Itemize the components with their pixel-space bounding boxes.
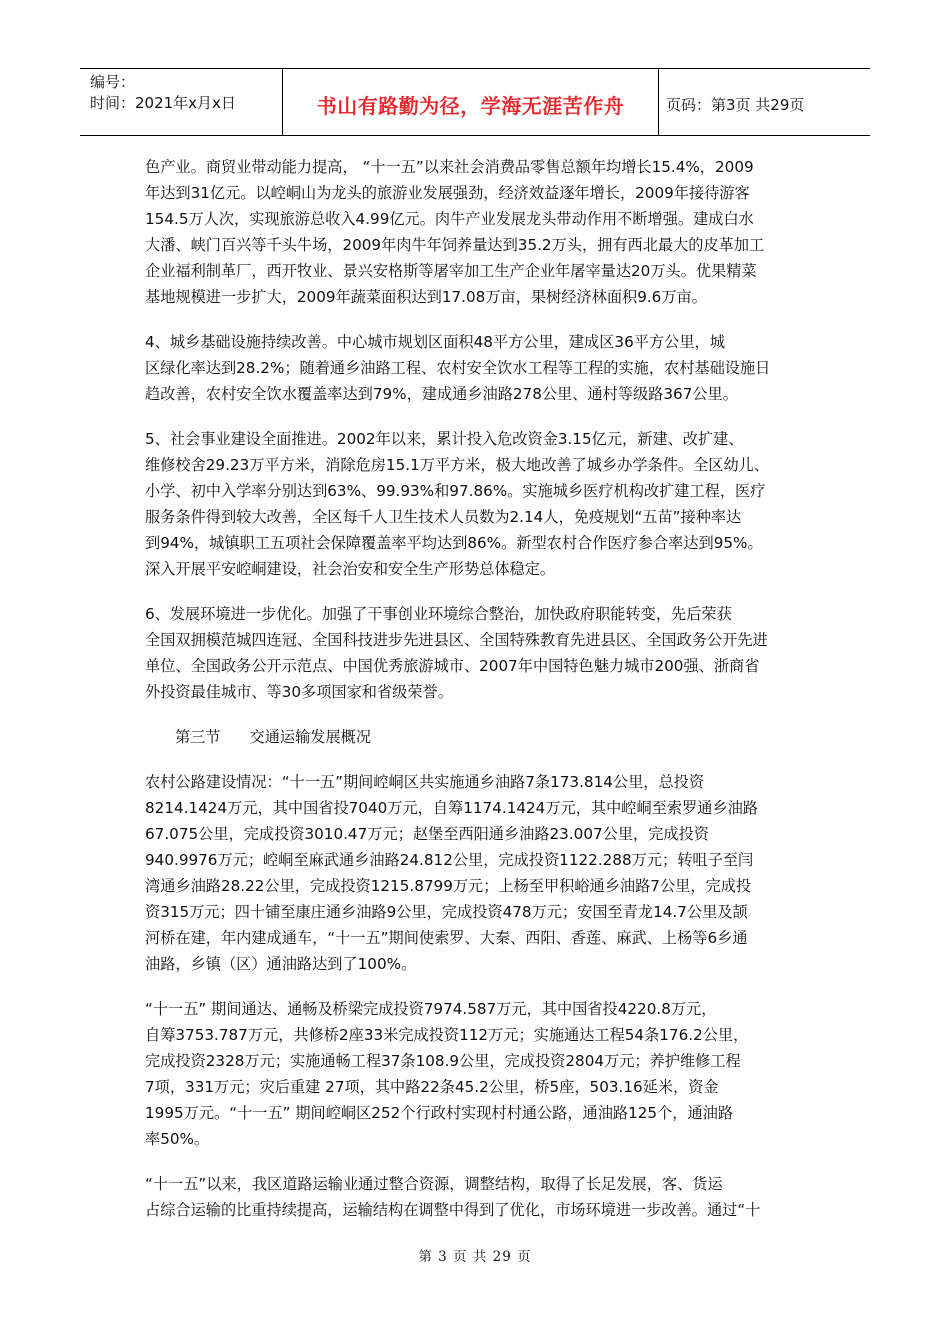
paragraph-line: 6、发展环境进一步优化。加强了干事创业环境综合整治，加快政府职能转变，先后荣获 bbox=[145, 605, 732, 623]
paragraph-line: 4、城乡基础设施持续改善。中心城市规划区面积48平方公里，建成区36平方公里，城 bbox=[145, 333, 725, 351]
paragraph-line: 占综合运输的比重持续提高，运输结构在调整中得到了优化，市场环境进一步改善。通过“十 bbox=[145, 1201, 761, 1219]
paragraph-line: 河桥在建，年内建成通车，“十一五”期间使索罗、大秦、西阳、香莲、麻武、上杨等6乡通 bbox=[145, 929, 748, 947]
paragraph-line: 服务条件得到较大改善，全区每千人卫生技术人员数为2.14人，免疫规划“五苗”接种率达 bbox=[145, 508, 742, 526]
paragraph-line: 率50%。 bbox=[145, 1130, 210, 1148]
paragraph-line: 深入开展平安崆峒建设，社会治安和安全生产形势总体稳定。 bbox=[145, 560, 556, 578]
document-body bbox=[145, 154, 813, 1242]
paragraph-line: 67.075公里，完成投资3010.47万元；赵堡至西阳通乡油路23.007公里，完成投资 bbox=[145, 825, 709, 843]
page-footer: 第 3 页 共 29 页 bbox=[418, 1249, 532, 1265]
paragraph-line: 到94%，城镇职工五项社会保障覆盖率平均达到86%。新型农村合作医疗参合率达到95%。 bbox=[145, 534, 763, 552]
body-paragraph bbox=[145, 769, 813, 977]
document-date-label: 时间：2021年x月x日 bbox=[90, 94, 236, 112]
paragraph-line: 单位、全国政务公开示范点、中国优秀旅游城市、2007年中国特色魅力城市200强、浙商省 bbox=[145, 657, 760, 675]
document-number-label: 编号： bbox=[90, 73, 136, 91]
header-meta bbox=[80, 69, 283, 135]
header-page-cell bbox=[659, 69, 870, 135]
paragraph-line: 农村公路建设情况：“十一五”期间崆峒区共实施通乡油路7条173.814公里，总投资 bbox=[145, 773, 705, 791]
paragraph-line: 湾通乡油路28.22公里，完成投资1215.8799万元；上杨至甲积峪通乡油路7公里，完成投 bbox=[145, 877, 752, 895]
paragraph-line: 维修校舍29.23万平方米，消除危房15.1万平方米，极大地改善了城乡办学条件。全区幼儿、 bbox=[145, 456, 770, 474]
paragraph-line: 154.5万人次，实现旅游总收入4.99亿元。肉牛产业发展龙头带动作用不断增强。建成白水 bbox=[145, 210, 754, 228]
paragraph-line: 年达到31亿元。以崆峒山为龙头的旅游业发展强劲，经济效益逐年增长，2009年接待游客 bbox=[145, 184, 750, 202]
paragraph-line: 企业福利制革厂，西开牧业、景兴安格斯等屠宰加工生产企业年屠宰量达20万头。优果精菜 bbox=[145, 262, 757, 280]
paragraph-line: “十一五” 期间通达、通畅及桥梁完成投资7974.587万元，其中国省投4220.8万元， bbox=[145, 1000, 717, 1018]
paragraph-line: 5、社会事业建设全面推进。2002年以来，累计投入危改资金3.15亿元，新建、改扩建、 bbox=[145, 430, 744, 448]
paragraph-line: 基地规模进一步扩大，2009年蔬菜面积达到17.08万亩，果树经济林面积9.6万亩。 bbox=[145, 288, 707, 306]
header-motto-cell bbox=[283, 69, 659, 135]
body-paragraph bbox=[145, 601, 813, 705]
paragraph-line: 油路，乡镇（区）通油路达到了100%。 bbox=[145, 955, 417, 973]
paragraph-line: 趋改善，农村安全饮水覆盖率达到79%，建成通乡油路278公里、通村等级路367公里。 bbox=[145, 385, 738, 403]
body-paragraph bbox=[145, 426, 813, 582]
header-page-number: 页码：第3页 共29页 bbox=[666, 95, 805, 114]
paragraph-line: 1995万元。“十一五” 期间崆峒区252个行政村实现村村通公路，通油路125个，通油路 bbox=[145, 1104, 734, 1122]
paragraph-line: 区绿化率达到28.2%；随着通乡油路工程、农村安全饮水工程等工程的实施，农村基础设施日 bbox=[145, 359, 771, 377]
paragraph-line: 8214.1424万元，其中国省投7040万元，自筹1174.1424万元，其中崆峒至索罗通乡油路 bbox=[145, 799, 758, 817]
paragraph-group-1 bbox=[145, 154, 813, 705]
paragraph-line: 大潘、峡门百兴等千头牛场，2009年肉牛年饲养量达到35.2万头，拥有西北最大的皮革加工 bbox=[145, 236, 765, 254]
paragraph-line: 完成投资2328万元；实施通畅工程37条108.9公里，完成投资2804万元；养护维修工程 bbox=[145, 1052, 741, 1070]
paragraph-line: 940.9976万元；崆峒至麻武通乡油路24.812公里，完成投资1122.288万元；转咀子至闫 bbox=[145, 851, 754, 869]
paragraph-line: 资315万元；四十铺至康庄通乡油路9公里，完成投资478万元；安国至青龙14.7公里及颉 bbox=[145, 903, 748, 921]
header-motto: 书山有路勤为径，学海无涯苦作舟 bbox=[316, 93, 625, 118]
body-paragraph bbox=[145, 329, 813, 407]
body-paragraph bbox=[145, 154, 813, 310]
paragraph-group-2 bbox=[145, 769, 813, 1223]
section-heading: 第三节 交通运输发展概况 bbox=[175, 728, 372, 746]
paragraph-line: 小学、初中入学率分别达到63%、99.93%和97.86%。实施城乡医疗机构改扩建工程，医疗 bbox=[145, 482, 766, 500]
paragraph-line: 7项，331万元；灾后重建 27项，其中路22条45.2公里，桥5座，503.16延米，资金 bbox=[145, 1078, 719, 1096]
body-paragraph bbox=[145, 1171, 813, 1223]
paragraph-line: “十一五”以来，我区道路运输业通过整合资源，调整结构，取得了长足发展，客、货运 bbox=[145, 1175, 723, 1193]
page-header bbox=[80, 68, 870, 136]
paragraph-line: 全国双拥模范城四连冠、全国科技进步先进县区、全国特殊教育先进县区、全国政务公开先进 bbox=[145, 631, 768, 649]
paragraph-line: 外投资最佳城市、等30多项国家和省级荣誉。 bbox=[145, 683, 453, 701]
paragraph-line: 色产业。商贸业带动能力提高， “十一五”以来社会消费品零售总额年均增长15.4%，2009 bbox=[145, 158, 754, 176]
body-paragraph bbox=[145, 996, 813, 1152]
paragraph-line: 自筹3753.787万元，共修桥2座33米完成投资112万元；实施通达工程54条176.2公里， bbox=[145, 1026, 749, 1044]
